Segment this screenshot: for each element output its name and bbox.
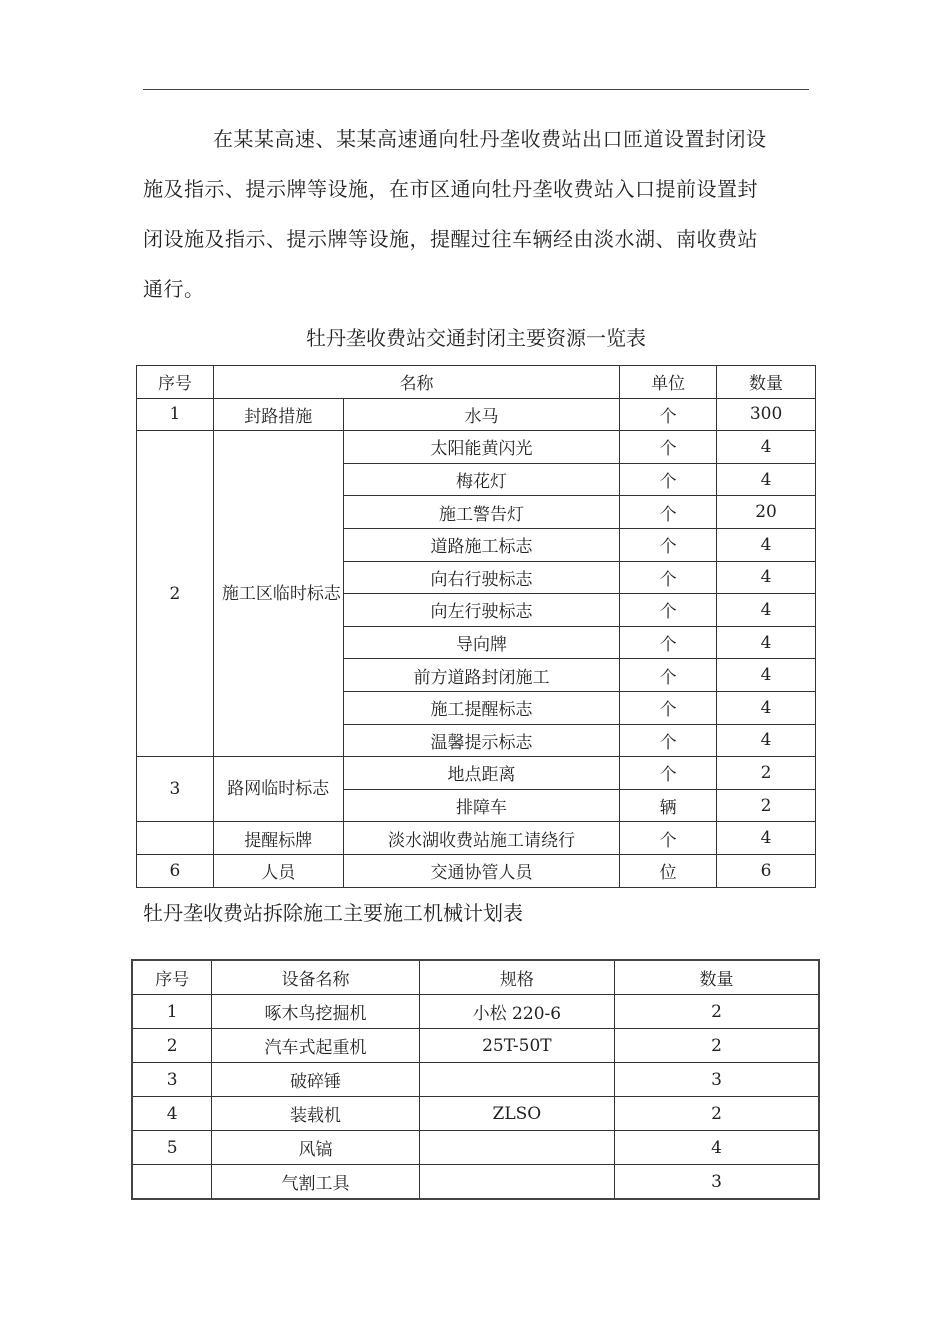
cell-item: 温馨提示标志 <box>343 724 620 757</box>
cell-seq: 3 <box>137 757 214 822</box>
table-row <box>132 1029 819 1063</box>
cell-spec <box>419 1063 614 1097</box>
table-header-row <box>137 366 816 399</box>
cell-qty: 2 <box>615 1029 819 1063</box>
cell-qty: 6 <box>717 854 816 887</box>
cell-name: 破碎锤 <box>212 1063 419 1097</box>
cell-seq <box>132 1165 212 1200</box>
paragraph-line: 闭设施及指示、提示牌等设施，提醒过往车辆经由淡水湖、南收费站 <box>143 227 758 251</box>
table-row <box>132 1063 819 1097</box>
cell-name: 风镐 <box>212 1131 419 1165</box>
cell-seq: 1 <box>132 995 212 1029</box>
cell-qty: 20 <box>717 496 816 529</box>
cell-unit: 个 <box>620 561 717 594</box>
cell-qty: 300 <box>717 398 816 431</box>
cell-group: 封路措施 <box>213 398 343 431</box>
cell-group: 提醒标牌 <box>213 822 343 855</box>
cell-unit: 位 <box>620 854 717 887</box>
cell-unit: 辆 <box>620 789 717 822</box>
cell-item: 排障车 <box>343 789 620 822</box>
paragraph-line: 通行。 <box>143 277 205 301</box>
table-header-row <box>132 960 819 995</box>
cell-item: 前方道路封闭施工 <box>343 659 620 692</box>
cell-unit: 个 <box>620 431 717 464</box>
paragraph-line: 施及指示、提示牌等设施，在市区通向牡丹垄收费站入口提前设置封 <box>143 177 758 201</box>
cell-qty: 4 <box>717 594 816 627</box>
cell-qty: 4 <box>615 1131 819 1165</box>
cell-name: 装载机 <box>212 1097 419 1131</box>
cell-item: 淡水湖收费站施工请绕行 <box>343 822 620 855</box>
cell-qty: 4 <box>717 528 816 561</box>
cell-spec: ZLSO <box>419 1097 614 1131</box>
cell-item: 导向牌 <box>343 626 620 659</box>
cell-spec: 小松 220-6 <box>419 995 614 1029</box>
cell-unit: 个 <box>620 528 717 561</box>
table2-title: 牡丹垄收费站拆除施工主要施工机械计划表 <box>143 901 523 925</box>
cell-group: 施工区临时标志 <box>213 431 343 757</box>
table-row <box>137 398 816 431</box>
cell-unit: 个 <box>620 626 717 659</box>
cell-unit: 个 <box>620 691 717 724</box>
header-spec: 规格 <box>419 960 614 995</box>
cell-qty: 2 <box>717 757 816 790</box>
cell-group: 路网临时标志 <box>213 757 343 822</box>
header-name: 名称 <box>213 366 619 399</box>
cell-seq <box>137 822 214 855</box>
header-qty: 数量 <box>615 960 819 995</box>
cell-item: 地点距离 <box>343 757 620 790</box>
cell-unit: 个 <box>620 724 717 757</box>
cell-unit: 个 <box>620 398 717 431</box>
machinery-plan-table <box>131 959 820 1200</box>
cell-seq: 3 <box>132 1063 212 1097</box>
cell-seq: 4 <box>132 1097 212 1131</box>
cell-item: 施工警告灯 <box>343 496 620 529</box>
cell-unit: 个 <box>620 496 717 529</box>
header-qty: 数量 <box>717 366 816 399</box>
cell-item: 交通协管人员 <box>343 854 620 887</box>
cell-spec <box>419 1131 614 1165</box>
cell-spec <box>419 1165 614 1200</box>
cell-name: 汽车式起重机 <box>212 1029 419 1063</box>
table-row <box>137 757 816 790</box>
cell-seq: 5 <box>132 1131 212 1165</box>
header-seq: 序号 <box>132 960 212 995</box>
cell-qty: 4 <box>717 463 816 496</box>
table-row <box>132 1097 819 1131</box>
cell-qty: 2 <box>615 995 819 1029</box>
cell-qty: 4 <box>717 724 816 757</box>
table-row <box>137 822 816 855</box>
cell-qty: 3 <box>615 1063 819 1097</box>
cell-item: 梅花灯 <box>343 463 620 496</box>
cell-seq: 6 <box>137 854 214 887</box>
cell-qty: 4 <box>717 626 816 659</box>
cell-item: 施工提醒标志 <box>343 691 620 724</box>
table-row <box>132 1131 819 1165</box>
cell-seq: 2 <box>137 431 214 757</box>
cell-qty: 4 <box>717 659 816 692</box>
traffic-resource-table <box>136 365 816 888</box>
cell-qty: 2 <box>615 1097 819 1131</box>
cell-group: 人员 <box>213 854 343 887</box>
table-row <box>132 1165 819 1200</box>
cell-name: 啄木鸟挖掘机 <box>212 995 419 1029</box>
table-row <box>132 995 819 1029</box>
cell-item: 太阳能黄闪光 <box>343 431 620 464</box>
cell-unit: 个 <box>620 757 717 790</box>
body-paragraph <box>143 114 809 314</box>
header-rule <box>143 89 809 90</box>
cell-unit: 个 <box>620 463 717 496</box>
table-row <box>137 431 816 464</box>
paragraph-line: 在某某高速、某某高速通向牡丹垄收费站出口匝道设置封闭设 <box>213 127 767 151</box>
table1-title: 牡丹垄收费站交通封闭主要资源一览表 <box>306 326 646 350</box>
cell-qty: 4 <box>717 561 816 594</box>
header-seq: 序号 <box>137 366 214 399</box>
cell-qty: 2 <box>717 789 816 822</box>
cell-unit: 个 <box>620 822 717 855</box>
cell-item: 道路施工标志 <box>343 528 620 561</box>
cell-seq: 2 <box>132 1029 212 1063</box>
cell-qty: 4 <box>717 822 816 855</box>
cell-unit: 个 <box>620 659 717 692</box>
cell-spec: 25T-50T <box>419 1029 614 1063</box>
cell-name: 气割工具 <box>212 1165 419 1200</box>
cell-item: 水马 <box>343 398 620 431</box>
cell-qty: 4 <box>717 431 816 464</box>
header-name: 设备名称 <box>212 960 419 995</box>
cell-qty: 3 <box>615 1165 819 1200</box>
header-unit: 单位 <box>620 366 717 399</box>
cell-item: 向右行驶标志 <box>343 561 620 594</box>
table-row <box>137 854 816 887</box>
cell-item: 向左行驶标志 <box>343 594 620 627</box>
cell-seq: 1 <box>137 398 214 431</box>
cell-unit: 个 <box>620 594 717 627</box>
cell-qty: 4 <box>717 691 816 724</box>
